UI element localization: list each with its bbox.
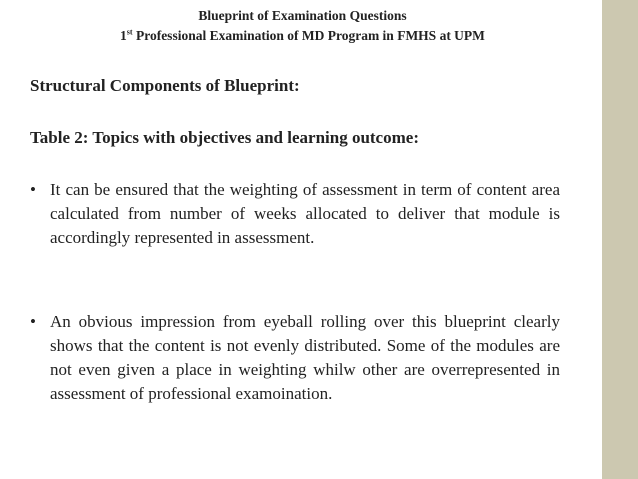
header-subtitle bbox=[30, 26, 575, 46]
header-subtitle-sup: st bbox=[126, 27, 133, 37]
bullet-text: An obvious impression from eyeball rolling over this blueprint clearly shows that the content is not evenly distributed. Some of the modules are not even given a place in weighting whilw other are overrepresented in assessment of professional examoination. bbox=[50, 312, 560, 403]
decorative-sidebar bbox=[599, 0, 638, 479]
bullet-item bbox=[30, 310, 560, 406]
header-subtitle-rest: Professional Examination of MD Program in FMHS at UPM bbox=[132, 28, 485, 43]
header-title: Blueprint of Examination Questions bbox=[198, 8, 407, 23]
bullet-marker: • bbox=[30, 312, 36, 331]
slide-header bbox=[30, 6, 575, 46]
table2-heading: Table 2: Topics with objectives and learning outcome: bbox=[30, 128, 419, 147]
sidebar-stripe bbox=[599, 0, 602, 479]
structural-components-heading: Structural Components of Blueprint: bbox=[30, 76, 300, 95]
bullet-text: It can be ensured that the weighting of assessment in term of content area calculated from number of weeks allocated to deliver that module is accordingly represented in assessment. bbox=[50, 180, 560, 247]
bullet-marker: • bbox=[30, 180, 36, 199]
header-subtitle-prefix: 1 bbox=[120, 28, 127, 43]
bullet-item bbox=[30, 178, 560, 250]
